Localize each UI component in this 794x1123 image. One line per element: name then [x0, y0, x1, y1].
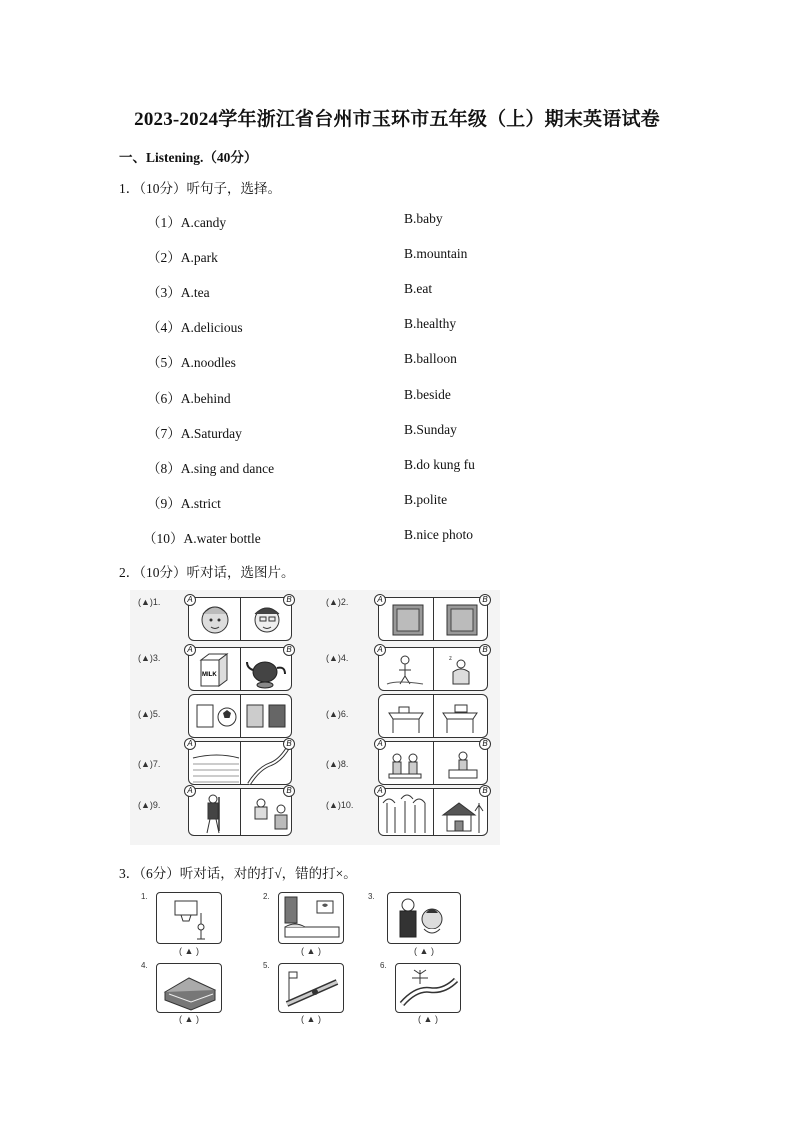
section-listening-heading: 一、Listening.（40分）: [119, 150, 258, 165]
q2-item-10-pictures: [378, 788, 488, 836]
milk-carton-text: MILK: [202, 672, 217, 678]
people-activity-illustration: [379, 648, 489, 692]
q1-item-7-option-b: B.Sunday: [404, 422, 457, 437]
choice-b-badge: B: [479, 644, 491, 656]
q3-answer-mark-2: ( ▲ ): [301, 946, 321, 956]
q2-item-4-pictures: [378, 647, 488, 691]
q1-item-5-option-b: B.balloon: [404, 351, 457, 366]
q2-label-5: (▲)5.: [138, 709, 161, 719]
q3-number-3: 3.: [368, 892, 375, 901]
calendar-signs-illustration: [379, 598, 489, 642]
q2-label-7: (▲)7.: [138, 759, 161, 769]
q3-picture-3: [387, 892, 461, 944]
q1-item-8-option-a: （8）A.sing and dance: [147, 461, 275, 476]
choice-b-badge: B: [283, 785, 295, 797]
lake-and-river-illustration: [189, 742, 293, 786]
choice-a-badge: A: [184, 594, 196, 606]
man-and-woman-illustration: [388, 893, 462, 945]
swimming-illustration: [279, 964, 345, 1014]
q3-answer-mark-6: ( ▲ ): [418, 1014, 438, 1024]
q1-item-6-option-a: （6）A.behind: [147, 391, 231, 406]
q3-picture-2: [278, 892, 344, 944]
trees-and-house-illustration: [379, 789, 489, 837]
sandwich-illustration: [157, 964, 223, 1014]
question-3-stem: 3．（6分）听对话，对的打√，错的打×。: [119, 866, 357, 881]
svg-text:z: z: [449, 656, 452, 662]
q1-item-4-option-a: （4）A.delicious: [147, 320, 243, 335]
q1-item-1-option-b: B.baby: [404, 211, 443, 226]
people-reading-illustration: [379, 742, 489, 786]
faces-illustration: [189, 598, 293, 642]
q3-number-2: 2.: [263, 892, 270, 901]
q2-item-9-pictures: [188, 788, 292, 836]
q2-label-3: (▲)3.: [138, 653, 161, 663]
milk-and-teapot-illustration: [189, 648, 293, 692]
choice-b-badge: B: [479, 738, 491, 750]
q2-item-3-pictures: [188, 647, 292, 691]
q2-label-2: (▲)2.: [326, 597, 349, 607]
q3-number-6: 6.: [380, 961, 387, 970]
q3-picture-5: [278, 963, 344, 1013]
books-and-ball-illustration: [189, 695, 293, 739]
question-1-stem: 1．（10分）听句子，选择。: [119, 181, 281, 196]
q2-item-8-pictures: [378, 741, 488, 785]
q2-label-6: (▲)6.: [326, 709, 349, 719]
choice-b-badge: B: [479, 785, 491, 797]
choice-a-badge: A: [374, 738, 386, 750]
q1-item-7-option-a: （7）A.Saturday: [147, 426, 242, 441]
q3-number-4: 4.: [141, 961, 148, 970]
q1-item-6-option-b: B.beside: [404, 387, 451, 402]
tables-illustration: [379, 695, 489, 739]
choice-a-badge: A: [374, 644, 386, 656]
q1-item-3-option-a: （3）A.tea: [147, 285, 210, 300]
q2-label-9: (▲)9.: [138, 800, 161, 810]
q1-item-3-option-b: B.eat: [404, 281, 433, 296]
choice-a-badge: A: [184, 785, 196, 797]
q1-item-4-option-b: B.healthy: [404, 316, 457, 331]
river-and-tree-illustration: [396, 964, 462, 1014]
q3-answer-mark-4: ( ▲ ): [179, 1014, 199, 1024]
page-title: 2023-2024学年浙江省台州市玉环市五年级（上）期末英语试卷: [134, 109, 660, 130]
q3-number-1: 1.: [141, 892, 148, 901]
choice-a-badge: A: [374, 594, 386, 606]
choice-b-badge: B: [283, 738, 295, 750]
choice-a-badge: A: [184, 644, 196, 656]
q3-answer-mark-5: ( ▲ ): [301, 1014, 321, 1024]
q1-item-9-option-a: （9）A.strict: [147, 496, 221, 511]
q3-picture-6: [395, 963, 461, 1013]
q1-item-2-option-a: （2）A.park: [147, 250, 218, 265]
q2-label-8: (▲)8.: [326, 759, 349, 769]
q3-answer-mark-3: ( ▲ ): [414, 946, 434, 956]
q2-picture-grid: [130, 590, 500, 845]
q3-answer-mark-1: ( ▲ ): [179, 946, 199, 956]
basketball-hoop-illustration: [157, 893, 223, 945]
q3-picture-1: [156, 892, 222, 944]
q2-item-5-pictures: [188, 694, 292, 738]
question-2-stem: 2．（10分）听对话，选图片。: [119, 565, 295, 580]
q1-item-10-option-a: （10）A.water bottle: [143, 531, 261, 546]
choice-b-badge: B: [283, 594, 295, 606]
choice-b-badge: B: [283, 644, 295, 656]
q1-item-1-option-a: （1）A.candy: [147, 215, 227, 230]
q2-label-10: (▲)10.: [326, 800, 354, 810]
q1-item-5-option-a: （5）A.noodles: [147, 355, 236, 370]
q3-number-5: 5.: [263, 961, 270, 970]
q2-label-1: (▲)1.: [138, 597, 161, 607]
music-illustration: [189, 789, 293, 837]
q2-item-7-pictures: [188, 741, 292, 785]
q2-item-2-pictures: [378, 597, 488, 641]
choice-a-badge: A: [184, 738, 196, 750]
choice-b-badge: B: [479, 594, 491, 606]
choice-a-badge: A: [374, 785, 386, 797]
q2-label-4: (▲)4.: [326, 653, 349, 663]
q1-item-2-option-b: B.mountain: [404, 246, 468, 261]
q1-item-10-option-b: B.nice photo: [404, 527, 473, 542]
q1-item-8-option-b: B.do kung fu: [404, 457, 475, 472]
q3-picture-4: [156, 963, 222, 1013]
bedroom-illustration: [279, 893, 345, 945]
q2-item-6-pictures: [378, 694, 488, 738]
q1-item-9-option-b: B.polite: [404, 492, 448, 507]
q2-item-1-pictures: [188, 597, 292, 641]
